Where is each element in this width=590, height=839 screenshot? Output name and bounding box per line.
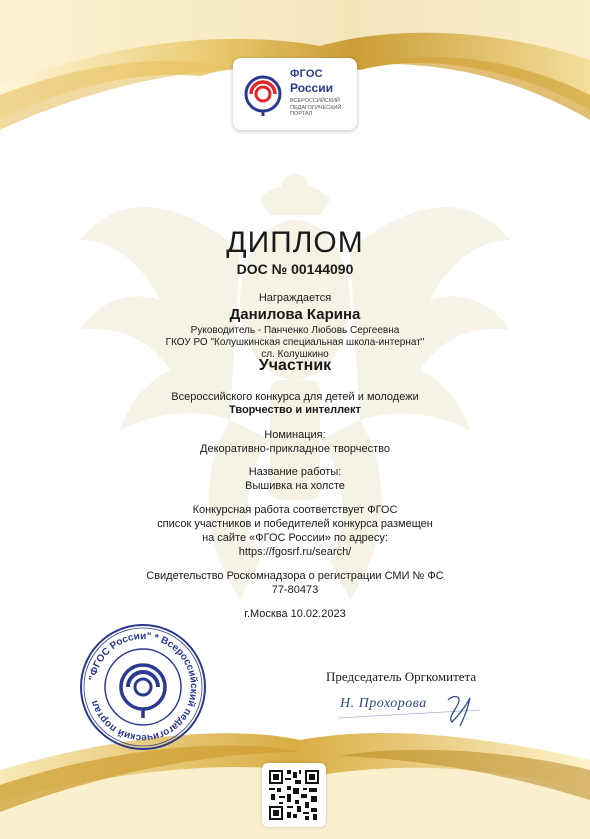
recipient-name: Данилова Карина [229,306,361,323]
awarded-label: Награждается [258,292,332,304]
stamp-logo-icon [121,665,165,718]
compliance-line-1: Конкурсная работа соответствует ФГОС [192,504,398,516]
registration-line-2: 77-80473 [271,584,319,596]
logo-line-1: ФГОС [290,68,323,80]
qr-code-icon [269,770,319,820]
contest-name: Творчество и интеллект [229,404,361,416]
logo-line-2: России [290,81,333,95]
compliance-line-2: список участников и победителей конкурса размещен [157,518,433,530]
results-url: https://fgosrf.ru/search/ [238,546,352,558]
city-date: г.Москва 10.02.2023 [244,608,346,620]
nomination-label: Номинация: [264,429,326,441]
logo-line-3: ВСЕРОССИЙСКИЙ ПЕДАГОГИЧЕСКИЙ ПОРТАЛ [290,98,342,117]
nomination: Декоративно-прикладное творчество [200,443,390,455]
supervisor: Руководитель - Панченко Любовь Сергеевна [190,325,400,336]
fgos-logo-icon [241,72,285,116]
location: сл. Колушкино [261,349,329,360]
diploma-title: ДИПЛОМ [226,226,364,259]
stamp-ring-text: "ФГОС России" * Всероссийский педагогический портал [87,630,200,744]
compliance-line-3: на сайте «ФГОС России» по адресу: [202,532,388,544]
official-stamp [78,622,208,752]
signature-name: Н. Прохорова [340,696,427,711]
school: ГКОУ РО "Колушкинская специальная школа-интернат" [165,337,425,348]
work-label: Название работы: [248,466,342,478]
signature [330,688,490,728]
work-title: Вышивка на холсте [245,480,345,492]
registration-line-1: Свидетельство Роскомнадзора о регистрации СМИ № ФС [146,570,444,582]
qr-code [262,763,326,827]
participant-status: Участник [258,357,332,374]
fgos-logo [233,58,357,130]
doc-number: DOC № 00144090 [236,261,354,277]
signer-role: Председатель Оргкомитета [326,669,477,684]
contest-line: Всероссийского конкурса для детей и молодежи [171,391,419,403]
